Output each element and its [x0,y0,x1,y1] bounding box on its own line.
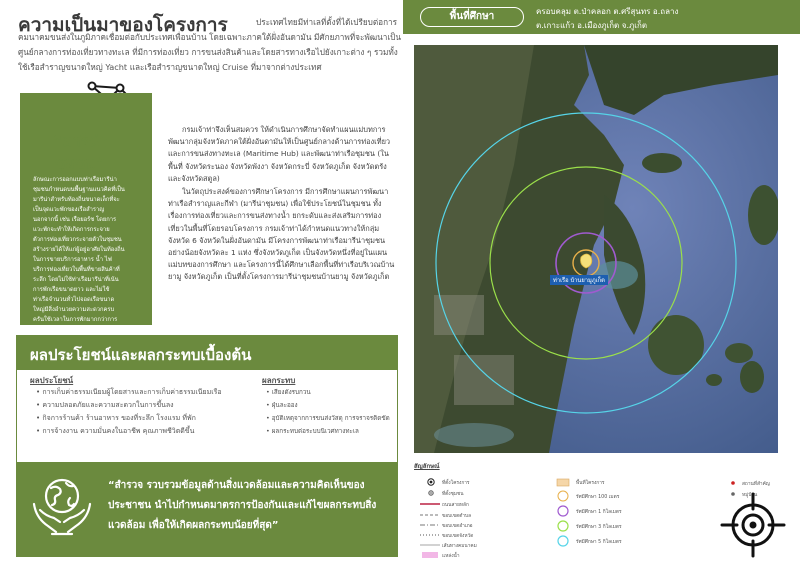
list-item: • เสียงดังรบกวน [266,386,394,399]
legend-item: แหล่งน้ำ [442,554,460,559]
legend-item: เส้นทางคมนาคม [442,544,477,549]
legend-item: สถานที่สำคัญ [742,482,770,487]
quote-text: “สำรวจ รวบรวมข้อมูลด้านสิ่งแวดล้อมและความคิดเห็นของประชาชน นำไปกำหนดมาตรการป้องกันและแก้ไขผลกระทบสิ่งแวดล้อม เพื่อให้เกิดผลกระทบน้อยที่สุด” [108,480,377,531]
legend-item: รัศมีศึกษา 5 กิโลเมตร [576,540,622,545]
list-item: • การเก็บค่าธรรมเนียมผู้โดยสารและการเก็บค่าธรรมเนียมเรือ [36,386,250,399]
concept-description: ลักษณะการออกแบบท่าเรือมารีน่าชุมชนกำหนดบนพื้นฐานแนวคิดที่เป็นมารีน่าสำหรับท้องถิ่นขนาดเล็กที่จะเป็นจุดแวะพักของเรือสำราญนอกจากนี้ เช่น เรือยอร์ช โดยการแวะพักจะทำให้เกิดการกระจายตัวการท่องเที่ยวกระจายตัวในชุมชน สร้างรายได้ให้แก่ผู้อยู่อาศัยในท้องถิ่นในการขายบริการอาหาร น้ำ ไฟ บริการท่องเที่ยวในพื้นที่ขายสินค้าที่ระลึก โดยไม่ใช้ท่าเรือมารีน่าที่เน้นการพักเรือขนาดยาว และไม่ใช้ท่าเรือจำนวนทั่วไปจอดเรือขนาดใหญ่มีสิ่งอำนวยความสะดวกครบครันใช้เวลาในการพักมากกว่าการสัญจรทางเรือ [33,177,125,333]
project-site-icon [424,478,438,486]
background-paragraph-2: ในวัตถุประสงค์ของการศึกษาโครงการ มีการศึกษาแผนการพัฒนาท่าเรือสำราญและกีฬา (มารีน่าชุมชน) เพื่อใช้ประโยชน์ในชุมชน ทั้งเรื่องการท่องเที่ยวและการขนส่งทางน้ำ ยกระดับและส่งเสริมการท่องเที่ยวในพื้นที่โดยรอบโครงการ กรมเจ้าท่าได้กำหนดแนวทางให้กลุ่มจังหวัด 6 จังหวัดในฝั่งอันดามัน มีโครงการพัฒนาท่าเรือมารีน่าชุมชนอย่างน้อยจังหวัดละ 1 แห่ง ซึ่งจังหวัดภูเก็ต เป็นจังหวัดหนึ่งที่อยู่ในแผนแม่บทของการศึกษา และโครงการนี้ได้ศึกษาเลือกพื้นที่ท่าเรือบริเวณบ้านยามู จังหวัดภูเก็ต เป็นที่ตั้งโครงการมารีน่าชุมชนบ้านยามู จังหวัดภูเก็ต [168,187,395,282]
legend-item: ที่ตั้งชุมชน [442,492,464,497]
water-icon [420,551,440,559]
landmark-icon [728,479,738,487]
province-boundary-icon [420,532,440,538]
legend-item: พื้นที่โครงการ [576,481,605,486]
legend-item: ขอบเขตตำบล [442,514,472,519]
study-area-map[interactable] [414,45,778,453]
map-location-label: ท่าเรือ บ้านยามูภูเก็ต [550,275,608,285]
list-item: • กิจการร้านค้า ร้านอาหาร ของที่ระลึก โรงแรม ที่พัก [36,412,250,425]
background-text [168,124,396,285]
list-item: • ผลกระทบต่อระบบนิเวศทางทะเล [266,425,394,438]
background-paragraph-1: กรมเจ้าท่าจึงเห็นสมควร ให้ดำเนินการศึกษาจัดทำแผนแม่บทการพัฒนากลุ่มจังหวัดภาคใต้ฝั่งอันดามันให้เป็นศูนย์กลางด้านการท่องเที่ยวและการขนส่งทางทะเล (Maritime Hub) และพัฒนาท่าเรือชุมชน (ในพื้นที่ จังหวัดระนอง จังหวัดพังงา จังหวัดกระบี่ จังหวัดภูเก็ต จังหวัดตรัง และจังหวัดสตูล) [168,125,391,183]
legend-item: รัศมีศึกษา 1 กิโลเมตร [576,510,622,515]
legend-item: หมู่บ้าน [742,493,758,498]
benefit-column-title: ผลประโยชน์ [30,376,74,385]
legend-title: สัญลักษณ์ [414,463,440,470]
study-area-line-2: ต.เกาะแก้ว อ.เมืองภูเก็ต จ.ภูเก็ต [536,21,648,30]
list-item: • ความปลอดภัยและความสะดวกในการขึ้นลง [36,399,250,412]
subdistrict-boundary-icon [420,512,440,518]
project-area-icon [556,478,570,487]
legend-item: ขอบเขตอำเภอ [442,524,473,529]
page-title: ความเป็นมาของโครงการ [18,14,228,36]
legend-item: ขอบเขตจังหวัด [442,534,474,539]
radius-3km-icon [556,520,570,532]
impact-list [266,386,394,438]
compass-icon [720,492,786,558]
benefits-title: ผลประโยชน์และผลกระทบเบื้องต้น [30,346,252,364]
legend-item: ที่ตั้งโครงการ [442,481,470,486]
route-icon [420,542,440,548]
legend-item: รัศมีศึกษา 100 เมตร [576,495,620,500]
list-item: • การจ้างงาน ความมั่นคงในอาชีพ คุณภาพชีวิตดีขึ้น [36,425,250,438]
study-area-line-1: ครอบคลุม ต.ป่าคลอก ต.ศรีสุนทร อ.ถลาง [536,7,679,16]
legend-item: รัศมีศึกษา 3 กิโลเมตร [576,525,622,530]
concept-title: “มารีน่า ชุมชน” [52,132,108,172]
list-item: • อุบัติเหตุจากการขนส่งวัสดุ การจราจรติดขัด [266,412,394,425]
radius-100m-icon [556,490,570,502]
benefit-list [36,386,250,438]
main-road-icon [420,501,440,507]
study-area-label: พื้นที่ศึกษา [420,7,524,27]
impact-column-title: ผลกระทบ [262,376,296,385]
legend-item: ถนนสายหลัก [442,503,469,508]
earth-hands-icon [26,470,98,542]
map-graphic [414,45,778,453]
district-boundary-icon [420,522,440,528]
intro-paragraph: ประเทศไทยมีท่าเลที่ตั้งที่ได้เปรียบต่อการคมนาคมขนส่งในภูมิภาคเชื่อมต่อกับประเทศเพื่อนบ้าน โดยเฉพาะภาคใต้ฝั่งอันดามัน มีศักยภาพที่จะพัฒนาเป็นศูนย์กลางการท่องเที่ยวทางทะเล ที่มีการท่องเที่ยว การขนส่งสินค้าและโดยสารทางเรือไปยังเกาะต่าง ๆ รวมทั้งใช้เรือสำราญขนาดใหญ่ Yacht และเรือสำราญขนาดใหญ่ Cruise ที่มาจากต่างประเทศ [18,17,401,72]
radius-5km-icon [556,535,570,547]
list-item: • ฝุ่นละออง [266,399,394,412]
radius-1km-icon [556,505,570,517]
community-icon [424,489,438,497]
